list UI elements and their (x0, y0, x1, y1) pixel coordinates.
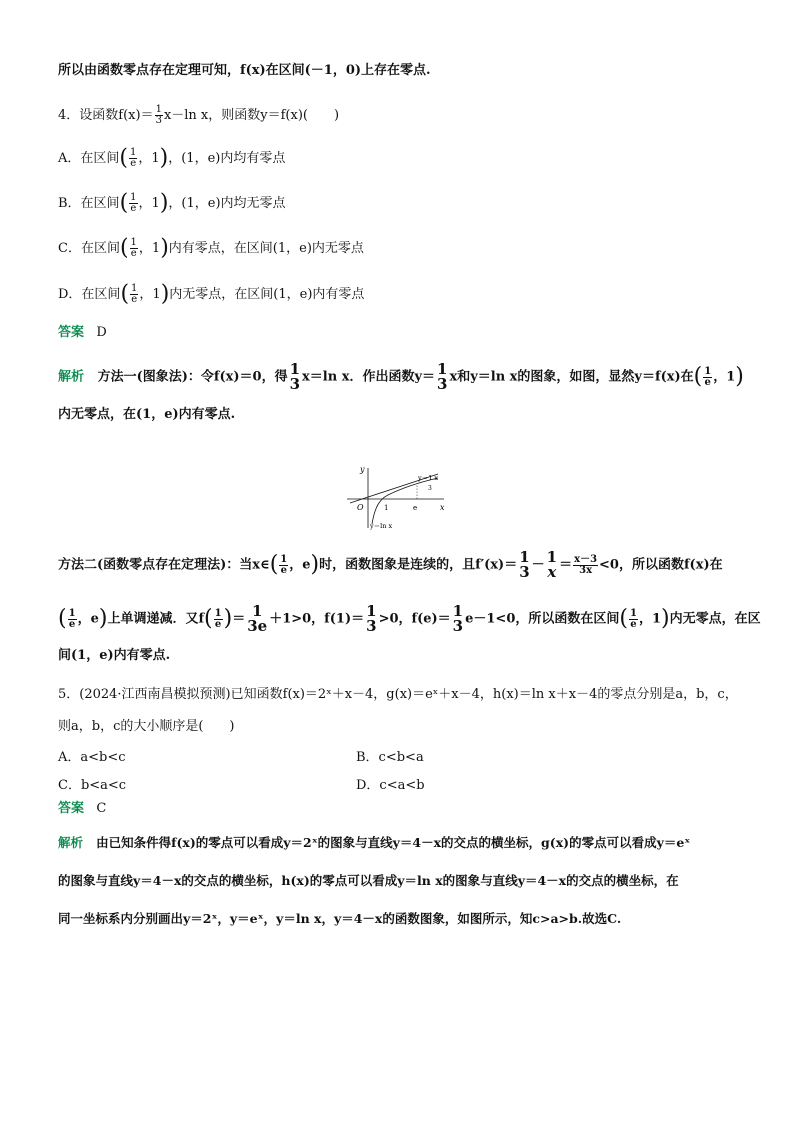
option-c-prefix: C．在区间 (58, 241, 120, 256)
answer-value: D (96, 325, 107, 340)
frac-1-3e (246, 604, 268, 634)
q5-option-c: C．b<a<c (58, 778, 127, 793)
left-paren: ( (269, 552, 279, 577)
q5-analysis-line2: 的图象与直线y＝4－x的交点的横坐标，h(x)的零点可以看成y＝ln x的图象与直线y＝4－x的交点的横坐标，在 (58, 873, 679, 888)
option-b-prefix: B．在区间 (58, 196, 120, 211)
right-paren: ) (159, 190, 169, 216)
q5-analysis-line3: 同一坐标系内分别画出y＝2ˣ，y＝eˣ，y＝ln x，y＝4－x的函数图象，如图所示，知c>a>b.故选C. (58, 911, 622, 926)
right-paren: ) (160, 235, 169, 261)
y-axis-label: y (360, 465, 365, 474)
frac-den: 3x (579, 564, 593, 576)
minus-sign: － (531, 557, 545, 573)
left-paren: ( (693, 364, 703, 389)
method2-text: e－1<0，所以函数在区间 (465, 611, 620, 627)
method2-text: 内无零点，在区 (669, 611, 761, 627)
frac-1-e (629, 609, 638, 630)
frac-1-3 (518, 550, 530, 580)
method2-text: ，e (77, 611, 99, 627)
q4-option-c (58, 235, 364, 261)
left-paren: ( (619, 606, 628, 631)
frac-num: 1 (437, 360, 448, 378)
method2-text: ＋1>0，f(1)＝ (269, 611, 365, 627)
frac-den: 3 (519, 563, 530, 581)
frac-1-3 (452, 604, 464, 634)
frac-num: 1 (155, 104, 162, 115)
frac-1-e (129, 193, 137, 214)
curve-ln-label: y＝ln x (370, 522, 393, 530)
frac-den: 3 (437, 375, 448, 393)
frac-den: e (130, 248, 137, 259)
frac-num: 1 (546, 548, 558, 566)
q4-option-d (58, 281, 365, 307)
right-paren: ) (310, 552, 320, 577)
q5-option-b: B．c<b<a (356, 750, 424, 765)
frac-1-3 (289, 362, 301, 392)
curve-line-label-den: 3 (428, 485, 432, 492)
frac-num: 1 (280, 553, 288, 565)
method2-text: ，1 (638, 611, 661, 627)
frac-num: 1 (214, 607, 222, 619)
q4-stem-b: x－ln x，则函数y＝f(x)( ) (163, 108, 340, 123)
equals-sign: ＝ (559, 557, 573, 573)
right-paren: ) (735, 364, 744, 389)
answer-label: 答案 (58, 801, 85, 816)
frac-1-e (68, 609, 77, 630)
frac-den: e (280, 564, 287, 576)
frac-num: 1 (366, 602, 377, 620)
frac-num: 1 (129, 147, 137, 158)
curve-line-label: y＝1 x (418, 474, 438, 482)
frac-den: e (630, 618, 637, 630)
frac-num: 1 (68, 607, 76, 619)
frac-den: 3 (452, 617, 464, 635)
frac-num: x－3 (574, 553, 598, 565)
left-paren: ( (204, 606, 213, 631)
frac-1-e (129, 148, 137, 169)
frac-num: 1 (131, 283, 138, 294)
frac-den: e (131, 294, 138, 305)
q5-option-d: D．c<a<b (356, 778, 425, 793)
origin-label: O (357, 503, 364, 512)
right-paren: ) (223, 606, 233, 631)
tick-e-label: e (413, 504, 418, 512)
frac-den: e (68, 618, 76, 630)
method2-text: 时，函数图象是连续的，且f′(x)＝ (319, 557, 518, 573)
method2-text: ＝ (232, 611, 246, 627)
q4-method2-line2 (58, 604, 761, 634)
frac-1-x (546, 550, 558, 580)
option-a-suffix: ，(1，e)内均有零点 (168, 151, 286, 166)
option-d-suffix: 内无零点，在区间(1，e)内有零点 (169, 287, 365, 302)
option-b-mid: ，1 (138, 196, 160, 211)
frac-num: 1 (251, 602, 263, 620)
analysis-label: 解析 (58, 369, 85, 385)
option-a-prefix: A．在区间 (58, 151, 120, 166)
option-c-mid: ，1 (138, 241, 161, 256)
method2-text: ，e (289, 557, 311, 573)
frac-den: e (704, 376, 711, 388)
paragraph-top: 所以由函数零点存在定理可知，f(x)在区间(－1，0)上存在零点. (58, 63, 431, 78)
analysis-label: 解析 (58, 835, 84, 850)
left-paren: ( (120, 281, 130, 307)
frac-den: 3 (289, 375, 301, 393)
frac-1-e (130, 284, 138, 305)
q4-analysis-line1 (58, 362, 744, 392)
frac-1-e (130, 238, 138, 259)
option-b-suffix: ，(1，e)内均无零点 (168, 196, 286, 211)
frac-num: 1 (452, 602, 464, 620)
q5-answer (58, 800, 106, 818)
frac-num: 1 (629, 607, 637, 619)
analysis-text: x和y＝ln x的图象，如图，显然y＝f(x)在 (449, 369, 694, 385)
q4-method2-line1 (58, 550, 723, 580)
tick-1-label: 1 (384, 504, 389, 512)
q5-analysis-line1 (58, 834, 690, 852)
right-paren: ) (160, 281, 170, 307)
q4-stem-frac (155, 105, 163, 126)
option-d-prefix: D．在区间 (58, 287, 121, 302)
left-paren: ( (119, 235, 129, 261)
frac-den: e (130, 158, 137, 169)
q4-option-a (58, 145, 286, 171)
q5-option-a: A．a<b<c (58, 750, 126, 765)
q4-answer (58, 324, 107, 342)
analysis-text: x＝ln x．作出函数y＝ (302, 369, 436, 385)
x-axis-label: x (440, 503, 445, 512)
frac-num: 1 (130, 237, 137, 248)
q4-stem-a: 4．设函数f(x)＝ (58, 108, 154, 123)
left-paren: ( (58, 606, 67, 631)
frac-1-e (214, 609, 223, 630)
right-paren: ) (660, 606, 670, 631)
frac-den: e (130, 203, 137, 214)
frac-num: 1 (704, 365, 712, 377)
analysis-text: 方法一(图象法)：令f(x)＝0，得 (97, 369, 288, 385)
frac-den: e (214, 618, 222, 630)
frac-den: 3e (247, 617, 268, 635)
frac-num: 1 (289, 360, 301, 378)
analysis-text: ，1 (713, 369, 736, 385)
frac-x3-3x (573, 555, 598, 576)
option-a-mid: ，1 (138, 151, 160, 166)
method2-text: <0，所以函数f(x)在 (599, 557, 723, 573)
q4-stem (58, 105, 339, 126)
q4-method2-line3: 间(1，e)内有零点. (58, 648, 171, 663)
answer-label: 答案 (58, 325, 85, 340)
right-paren: ) (98, 606, 108, 631)
option-c-suffix: 内有零点，在区间(1，e)内无零点 (168, 241, 364, 256)
q5-stem-line1: 5．(2024·江西南昌模拟预测)已知函数f(x)＝2ˣ＋x－4，g(x)＝eˣ＋x－4，h(x)＝ln x＋x－4的零点分别是a，b，c， (58, 687, 738, 702)
method2-text: 上单调递减．又f (107, 611, 205, 627)
function-graph (342, 462, 452, 532)
frac-1-e (279, 555, 288, 576)
frac-den: 3 (366, 617, 377, 635)
frac-num: 1 (519, 548, 530, 566)
frac-den: 3 (155, 115, 162, 126)
q5-stem-line2: 则a，b，c的大小顺序是( ) (58, 719, 235, 734)
method2-text: >0，f(e)＝ (378, 611, 451, 627)
frac-1-e (703, 367, 712, 388)
frac-den: x (547, 563, 557, 581)
frac-num: 1 (130, 192, 137, 203)
analysis-text: 由已知条件得f(x)的零点可以看成y＝2ˣ的图象与直线y＝4－x的交点的横坐标，g(x)的零点可以看成y＝eˣ (96, 835, 691, 850)
q4-analysis-line2: 内无零点，在(1，e)内有零点. (58, 407, 236, 422)
left-paren: ( (119, 145, 128, 171)
left-paren: ( (119, 190, 129, 216)
frac-1-3 (365, 604, 377, 634)
method2-text: 方法二(函数零点存在定理法)：当x∈ (58, 557, 270, 573)
right-paren: ) (159, 145, 169, 171)
option-d-mid: ，1 (139, 287, 161, 302)
frac-1-3 (436, 362, 448, 392)
q4-option-b (58, 190, 286, 216)
answer-value: C (96, 801, 107, 816)
